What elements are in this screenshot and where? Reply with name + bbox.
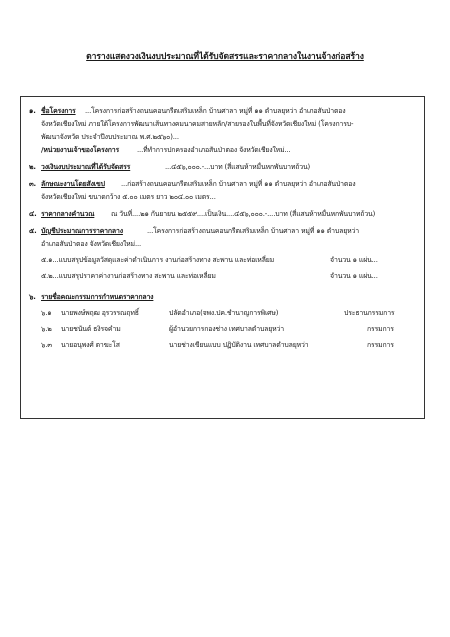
project-info-box: [20, 96, 425, 419]
committee-2-position: ผู้อำนวยการกองช่าง เทศบาลตำบลยุหว่า: [169, 325, 284, 333]
section-4-label: ราคากลางคำนวณ: [41, 210, 95, 218]
section-3-label: ลักษณะงานโดยสังเขป: [41, 180, 105, 188]
section-5-1-quantity: จำนวน ๑ แผ่น...: [330, 256, 378, 264]
section-5-label: บัญชีประมาณการราคากลาง: [41, 227, 123, 235]
section-1-text-line2: จังหวัดเชียงใหม่ ภายใต้โครงการพัฒนาเส้นทางคมนาคมสายหลัก/สายรองในพื้นที่จังหวัดเชียงใหม่ (โครงการบ-: [41, 120, 354, 128]
committee-3-role: กรรมการ: [367, 341, 394, 349]
section-3-text-line2: จังหวัดเชียงใหม่ ขนาดกว้าง ๕.๐๐ เมตร ยาว ๒๐๔.๐๐ เมตร...: [41, 193, 216, 201]
section-2-text: ...๔๕๖,๐๐๐.-...บาท (สี่แสนห้าหมื่นหกพันบาทถ้วน): [165, 163, 311, 171]
committee-2-number: ๖.๒: [41, 325, 52, 333]
section-1-agency-text: ...ที่ทำการปกครองอำเภอสันป่าตอง จังหวัดเชียงใหม่...: [137, 146, 291, 154]
section-3-text-line1: ...ก่อสร้างถนนคอนกรีตเสริมเหล็ก บ้านศาลา หมู่ที่ ๑๑ ตำบลยุหว่า อำเภอสันป่าตอง: [121, 180, 356, 188]
committee-1-role: ประธานกรรมการ: [344, 309, 395, 317]
section-1-text-line1: ...โครงการก่อสร้างถนนคอนกรีตเสริมเหล็ก บ้านศาลา หมู่ที่ ๑๑ ตำบลยุหว่า อำเภอสันป่าตอง: [85, 107, 346, 115]
committee-3-number: ๖.๓: [41, 341, 52, 349]
committee-1-position: ปลัดอำเภอ(จพง.ปค.ชำนาญการพิเศษ): [169, 309, 279, 317]
section-1-number: ๑.: [29, 107, 36, 115]
committee-1-number: ๖.๑: [41, 309, 52, 317]
section-2-number: ๒.: [29, 163, 36, 171]
section-1-text-line3: พัฒนาจังหวัด ประจำปีงบประมาณ พ.ศ.๒๕๖๐)...: [41, 133, 179, 141]
section-5-2-text: ๕.๒...แบบสรุปราคาค่างานก่อสร้างทาง สะพาน และท่อเหลี่ยม: [41, 272, 216, 280]
section-6-number: ๖.: [29, 293, 36, 301]
committee-2-role: กรรมการ: [367, 325, 394, 333]
page-title: ตารางแสดงวงเงินงบประมาณที่ได้รับจัดสรรและราคากลางในงานจ้างก่อสร้าง: [86, 52, 364, 62]
section-1-agency-label: /หน่วยงานเจ้าของโครงการ: [41, 146, 120, 154]
section-6-label: รายชื่อคณะกรรมการกำหนดราคากลาง: [41, 293, 154, 301]
section-1-label: ชื่อโครงการ: [41, 107, 76, 115]
committee-3-position: นายช่างเขียนแบบ ปฏิบัติงาน เทศบาลตำบลยุหว่า: [169, 341, 309, 349]
section-4-number: ๔.: [29, 210, 37, 218]
section-5-text-line2: อำเภอสันป่าตอง จังหวัดเชียงใหม่...: [41, 240, 142, 248]
section-5-number: ๕.: [29, 227, 37, 235]
section-3-number: ๓.: [29, 180, 37, 188]
committee-1-name: นายพงษ์พฤฒ อุรวรรณฤทธิ์: [61, 309, 139, 317]
section-4-text: ณ วันที่....๒๑ กันยายน ๒๕๕๙....เป็นเงิน....๔๕๖,๐๐๐.-....บาท (สี่แสนห้าหมื่นหกพันบาทถ้วน): [111, 210, 376, 218]
committee-3-name: นายอนุพงศ์ ตาฆะโส: [61, 341, 120, 349]
section-5-text-line1: ...โครงการก่อสร้างถนนคอนกรีตเสริมเหล็ก บ้านศาลา หมู่ที่ ๑๑ ตำบลยุหว่า: [147, 227, 359, 235]
section-2-label: วงเงินงบประมาณที่ได้รับจัดสรร: [41, 163, 131, 171]
committee-2-name: นายชนันต์ ธงิรจคำม: [61, 325, 121, 333]
section-5-1-text: ๕.๑...แบบสรุปข้อมูลวัสดุและค่าดำเนินการ งานก่อสร้างทาง สะพาน และท่อเหลี่ยม: [41, 256, 275, 264]
section-5-2-quantity: จำนวน ๑ แผ่น...: [330, 272, 378, 280]
